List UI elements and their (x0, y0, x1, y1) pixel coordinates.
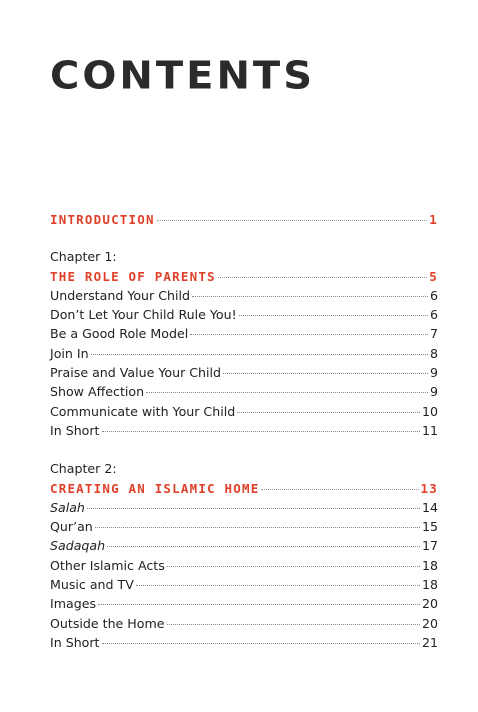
toc-entry-label: THE ROLE OF PARENTS (50, 268, 216, 284)
toc-page-number: 1 (429, 212, 438, 227)
dot-leader (167, 566, 420, 567)
toc-page-number: 7 (429, 326, 438, 342)
page-title: CONTENTS (50, 54, 316, 98)
toc-introduction[interactable] (50, 210, 438, 229)
toc-chapter-heading[interactable] (50, 267, 438, 286)
dot-leader (261, 489, 418, 490)
toc-heading-label: INTRODUCTION (50, 212, 155, 227)
toc-entry[interactable] (50, 286, 438, 305)
toc-page-number: 10 (421, 403, 438, 419)
toc-entry-label: CREATING AN ISLAMIC HOME (50, 480, 260, 496)
toc-page-number: 20 (421, 596, 438, 612)
toc-page-number: 9 (429, 384, 438, 400)
toc-entry-label: Communicate with Your Child (50, 403, 236, 419)
toc-page-number: 20 (421, 615, 438, 631)
toc-entry[interactable] (50, 575, 438, 594)
toc-entry-label: In Short (50, 634, 100, 650)
toc-entry-label: Show Affection (50, 384, 145, 400)
toc-page-number: 13 (420, 480, 438, 496)
toc-page-number: 14 (421, 499, 438, 515)
dot-leader (95, 527, 420, 528)
toc-entry[interactable] (50, 421, 438, 440)
toc-page-number: 21 (421, 634, 438, 650)
toc-chapter-2 (50, 459, 438, 652)
toc-page-number: 18 (421, 557, 438, 573)
toc-entry-label: Don’t Let Your Child Rule You! (50, 307, 237, 323)
toc-entry-label: Salah (50, 499, 85, 515)
toc-entry[interactable] (50, 614, 438, 633)
toc-entry[interactable] (50, 324, 438, 343)
toc-page-number: 17 (421, 538, 438, 554)
dot-leader (167, 624, 420, 625)
toc-page-number: 18 (421, 577, 438, 593)
table-of-contents (50, 210, 438, 652)
dot-leader (102, 431, 420, 432)
toc-entry[interactable] (50, 536, 438, 555)
toc-page-number: 11 (421, 422, 438, 438)
dot-leader (190, 334, 428, 335)
toc-entry-label: In Short (50, 422, 100, 438)
dot-leader (192, 296, 428, 297)
toc-entry[interactable] (50, 363, 438, 382)
toc-entry[interactable] (50, 517, 438, 536)
toc-entry[interactable] (50, 498, 438, 517)
dot-leader (102, 643, 420, 644)
toc-entry-label: Sadaqah (50, 538, 106, 554)
dot-leader (107, 546, 420, 547)
toc-entry-label: Other Islamic Acts (50, 557, 165, 573)
dot-leader (157, 220, 428, 221)
dot-leader (98, 604, 420, 605)
toc-entry[interactable] (50, 633, 438, 652)
toc-page-number: 5 (429, 268, 438, 284)
toc-entry-label: Be a Good Role Model (50, 326, 189, 342)
dot-leader (223, 373, 428, 374)
toc-page-number: 8 (429, 345, 438, 361)
dot-leader (136, 585, 420, 586)
toc-chapters (50, 247, 438, 652)
toc-page-number: 6 (429, 287, 438, 303)
dot-leader (239, 315, 428, 316)
toc-page-number: 15 (421, 519, 438, 535)
chapter-label: Chapter 2: (50, 461, 117, 477)
toc-page-number: 9 (429, 365, 438, 381)
toc-entry[interactable] (50, 305, 438, 324)
toc-entry-label: Images (50, 596, 97, 612)
toc-page-number: 6 (429, 307, 438, 323)
dot-leader (146, 392, 428, 393)
toc-entry-label: Outside the Home (50, 615, 165, 631)
toc-chapter-1 (50, 247, 438, 440)
toc-entry-label: Praise and Value Your Child (50, 365, 222, 381)
toc-entry[interactable] (50, 594, 438, 613)
dot-leader (218, 277, 427, 278)
chapter-label: Chapter 1: (50, 249, 117, 265)
toc-entry[interactable] (50, 382, 438, 401)
toc-entry[interactable] (50, 344, 438, 363)
toc-entry[interactable] (50, 556, 438, 575)
toc-entry-label: Join In (50, 345, 89, 361)
dot-leader (237, 412, 420, 413)
dot-leader (87, 508, 420, 509)
toc-entry-label: Understand Your Child (50, 287, 190, 303)
toc-entry-label: Music and TV (50, 577, 134, 593)
dot-leader (91, 354, 428, 355)
toc-entry[interactable] (50, 402, 438, 421)
toc-entry-label: Qur’an (50, 519, 93, 535)
toc-chapter-heading[interactable] (50, 479, 438, 498)
